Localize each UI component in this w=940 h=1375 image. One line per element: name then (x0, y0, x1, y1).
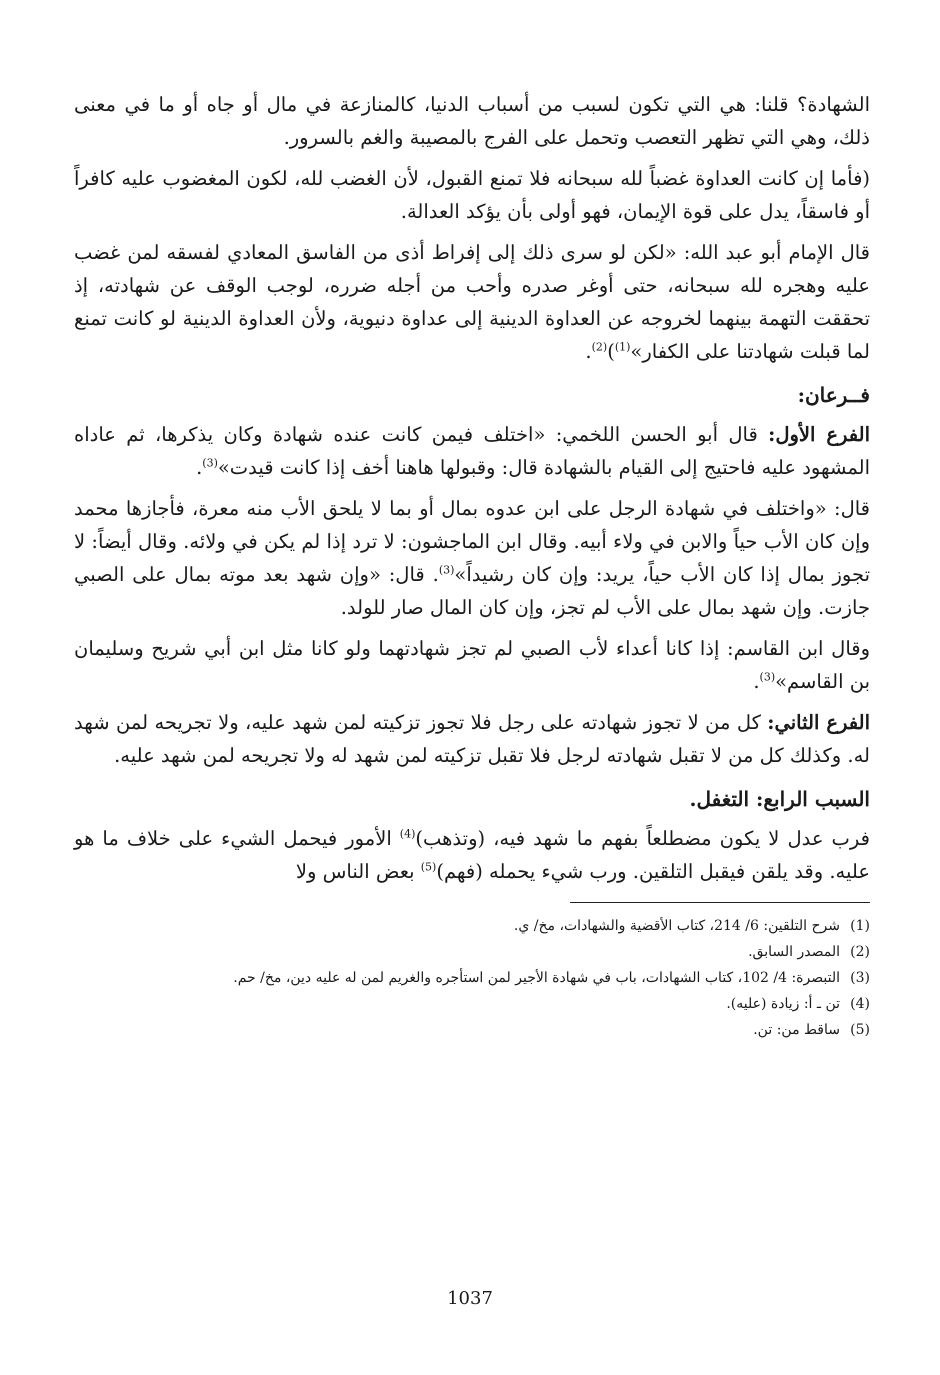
branch-second (74, 706, 870, 772)
footnote-ref: (2) (591, 340, 608, 354)
footnote-number: (3) (850, 970, 870, 986)
footnote-ref: (3) (438, 563, 455, 577)
paragraph-text: (فأما إن كانت العداوة غضباً لله سبحانه فلا تمنع القبول، لأن الغضب لله، لكون المغضوب عليه كافراً أو فاسقاً، يدل على قوة الإيمان، فهو أولى بأن يؤكد العدالة. (74, 167, 870, 223)
paragraph-1 (74, 88, 870, 154)
paragraph-2 (74, 162, 870, 228)
footnote-ref: (3) (759, 670, 776, 684)
period: . (196, 456, 203, 479)
footnote-number: (2) (850, 944, 870, 960)
footnote (74, 965, 870, 991)
paragraph-text: كل من لا تجوز شهادته على رجل فلا تجوز تزكيته لمن شهد عليه، ولا تجريحه لمن شهد له. وكذلك كل من لا تقبل شهادته لرجل فلا تقبل تزكيته لمن شهد له ولا تجريحه لمن شهد عليه. (74, 711, 870, 767)
footnote-ref: (1) (614, 340, 631, 354)
paragraph-text: قال الإمام أبو عبد الله: «لكن لو سرى ذلك إلى إفراط أذى من الفاسق المعادي لفسقه لمن غضب عليه وهجره لله سبحانه، حتى أوغر صدره وأحب من أجله ضرره، لوجب الوقف عن شهادته، إذ تحققت التهمة بينهما لخروجه عن العداوة الدينية إلى عداوة دنيوية، ولأن العداوة الدينية لو كانت تمنع لما قبلت شهادتنا على الكفار» (74, 241, 870, 363)
paragraph-last (74, 822, 870, 888)
footnote-ref: (4) (399, 827, 416, 841)
footnote (74, 939, 870, 965)
paragraph-qala (74, 492, 870, 624)
footnote-text: التبصرة: 4/ 102، كتاب الشهادات، باب في شهادة الأجير لمن استأجره والغريم لمن له عليه دين، مخ/ حم. (233, 970, 840, 986)
section-heading-branches: فــرعان: (797, 383, 870, 407)
footnote-number: (5) (850, 1022, 870, 1038)
period: . (753, 670, 760, 693)
paragraph-text: وقال ابن القاسم: إذا كانا أعداء لأب الصبي لم تجز شهادتهما ولو كانا مثل ابن أبي شريح وسليمان بن القاسم» (74, 637, 870, 693)
paragraph-text: فرب عدل لا يكون مضطلعاً بفهم ما شهد فيه، (وتذهب) (415, 827, 870, 850)
paragraph-text-cont: . قال: «وإن شهد بعد موته بمال على الصبي جازت. وإن شهد بمال على الأب لم تجز، وإن كان المال صار للولد. (74, 563, 870, 619)
footnote-text: المصدر السابق. (748, 944, 840, 960)
paragraph-text: قال: «واختلف في شهادة الرجل على ابن عدوه بمال أو بما لا يلحق الأب منه معرة، فأجازها محمد وإن كان الأب حياً والابن في ولاء أبيه. وقال ابن الماجشون: لا ترد إذا لم يكن في ولائه. وقال أيضاً: لا تجوز بمال إذا كان الأب حياً، يريد: وإن كان رشيداً» (74, 497, 870, 586)
footnote-ref: (3) (202, 456, 218, 470)
page-number: 1037 (447, 1288, 493, 1309)
branch-label: الفرع الأول: (768, 423, 870, 446)
footnote-text: تن ـ أ: زيادة (عليه). (726, 996, 840, 1012)
branch-first (74, 418, 870, 484)
footnote-number: (4) (850, 996, 870, 1012)
footnote (74, 991, 870, 1017)
paragraph-text: قال أبو الحسن اللخمي: «اختلف فيمن كانت عنده شهادة وكان يذكرها، ثم عاداه المشهود عليه فاحتيج إلى القيام بالشهادة قال: وقبولها هاهنا أخف إذا كانت قيدت» (74, 423, 870, 479)
footnote-text: شرح التلقين: 6/ 214، كتاب الأقضية والشهادات، مخ/ ي. (513, 918, 840, 934)
paragraph-text: الأمور فيحمل الشيء على خلاف ما هو عليه. وقد يلقن فيقبل التلقين. ورب شيء يحمله (فهم) (74, 827, 870, 883)
footnote-number: (1) (850, 918, 870, 934)
footnote-divider (570, 902, 870, 903)
page-body (74, 88, 870, 1318)
paragraph-ibn-qasim (74, 632, 870, 698)
branch-label: الفرع الثاني: (767, 711, 870, 734)
section-heading-cause4: السبب الرابع: التغفل. (689, 787, 870, 811)
footnote-text: ساقط من: تن. (753, 1022, 840, 1038)
paren: ) (607, 340, 615, 363)
paragraph-text: بعض الناس ولا (295, 860, 421, 883)
paragraph-3 (74, 236, 870, 368)
paragraph-text: الشهادة؟ قلنا: هي التي تكون لسبب من أسباب الدنيا، كالمنازعة في مال أو جاه أو ما في معنى ذلك، وهي التي تظهر التعصب وتحمل على الفرج بالمصيبة والغم بالسرور. (74, 93, 870, 149)
footnote-ref: (5) (420, 860, 437, 874)
footnote (74, 1017, 870, 1043)
footnote (74, 913, 870, 939)
period: . (585, 340, 592, 363)
